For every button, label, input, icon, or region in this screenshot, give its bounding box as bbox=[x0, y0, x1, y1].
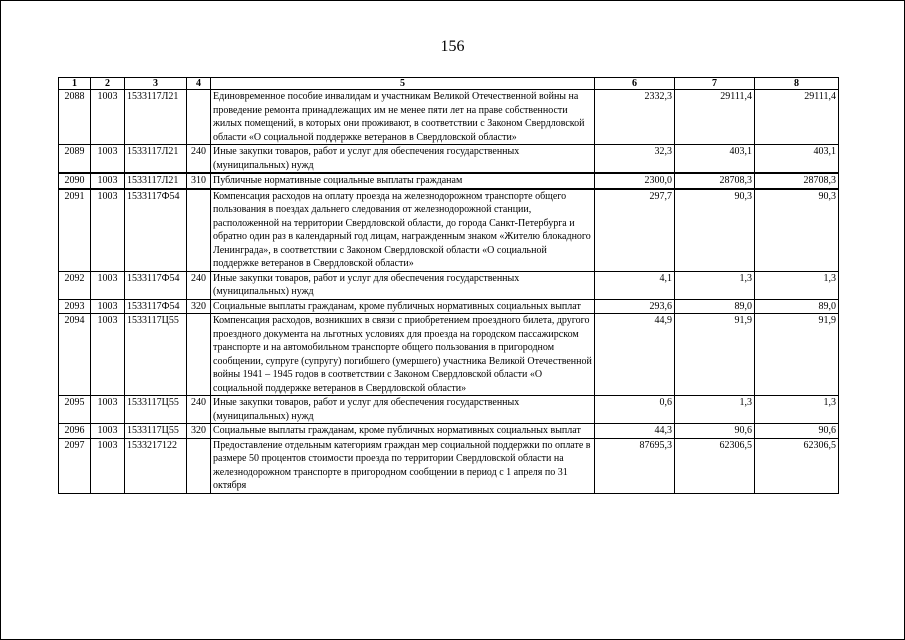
value-col-8: 403,1 bbox=[755, 145, 839, 174]
value-col-7: 90,3 bbox=[675, 189, 755, 272]
header-col-7: 7 bbox=[675, 78, 755, 90]
row-number: 2093 bbox=[59, 299, 91, 314]
value-col-8: 89,0 bbox=[755, 299, 839, 314]
header-col-4: 4 bbox=[187, 78, 211, 90]
table-row bbox=[59, 271, 839, 299]
item-name: Единовременное пособие инвалидам и участникам Великой Отечественной войны на проведение ремонта принадлежащих им не менее пяти лет на праве собственности жилых помещений, в которых они проживают, в соответствии с Законом Свердловской области «О социальной поддержке ветеранов в Свердловской области» bbox=[211, 90, 595, 145]
header-col-5: 5 bbox=[211, 78, 595, 90]
value-col-6: 293,6 bbox=[595, 299, 675, 314]
header-col-6: 6 bbox=[595, 78, 675, 90]
header-col-1: 1 bbox=[59, 78, 91, 90]
target-code: 1533117Л21 bbox=[125, 90, 187, 145]
header-row bbox=[59, 78, 839, 90]
value-col-7: 403,1 bbox=[675, 145, 755, 174]
table-row bbox=[59, 396, 839, 424]
value-col-8: 62306,5 bbox=[755, 438, 839, 493]
value-col-7: 90,6 bbox=[675, 424, 755, 439]
row-number: 2092 bbox=[59, 271, 91, 299]
value-col-6: 2332,3 bbox=[595, 90, 675, 145]
value-col-6: 297,7 bbox=[595, 189, 675, 272]
value-col-8: 1,3 bbox=[755, 396, 839, 424]
section-code: 1003 bbox=[91, 271, 125, 299]
expense-type: 320 bbox=[187, 424, 211, 439]
value-col-8: 28708,3 bbox=[755, 173, 839, 189]
table-row bbox=[59, 424, 839, 439]
expense-type bbox=[187, 314, 211, 396]
value-col-7: 1,3 bbox=[675, 396, 755, 424]
value-col-8: 90,6 bbox=[755, 424, 839, 439]
item-name: Компенсация расходов, возникших в связи с приобретением проездного билета, другого проездного документа на льготных условиях для проезда на городском пассажирском транспорте и на автомобильном транспорте общего пользования в пригородном сообщении, супруге (супругу) погибшего (умершего) участника Великой Отечественной войны 1941 – 1945 годов в соответствии с Законом Свердловской области «О социальной поддержке ветеранов в Свердловской области» bbox=[211, 314, 595, 396]
expense-type bbox=[187, 90, 211, 145]
target-code: 1533117Ц55 bbox=[125, 314, 187, 396]
table-row bbox=[59, 189, 839, 272]
value-col-8: 90,3 bbox=[755, 189, 839, 272]
row-number: 2095 bbox=[59, 396, 91, 424]
value-col-8: 1,3 bbox=[755, 271, 839, 299]
row-number: 2094 bbox=[59, 314, 91, 396]
header-col-8: 8 bbox=[755, 78, 839, 90]
header-col-3: 3 bbox=[125, 78, 187, 90]
row-number: 2088 bbox=[59, 90, 91, 145]
item-name: Иные закупки товаров, работ и услуг для обеспечения государственных (муниципальных) нужд bbox=[211, 271, 595, 299]
section-code: 1003 bbox=[91, 189, 125, 272]
table-row bbox=[59, 90, 839, 145]
value-col-6: 2300,0 bbox=[595, 173, 675, 189]
section-code: 1003 bbox=[91, 314, 125, 396]
target-code: 1533217122 bbox=[125, 438, 187, 493]
value-col-6: 4,1 bbox=[595, 271, 675, 299]
page-number: 156 bbox=[440, 38, 465, 55]
row-number: 2097 bbox=[59, 438, 91, 493]
section-code: 1003 bbox=[91, 90, 125, 145]
target-code: 1533117Ц55 bbox=[125, 424, 187, 439]
item-name: Публичные нормативные социальные выплаты гражданам bbox=[211, 173, 595, 189]
value-col-6: 87695,3 bbox=[595, 438, 675, 493]
value-col-7: 28708,3 bbox=[675, 173, 755, 189]
target-code: 1533117Л21 bbox=[125, 145, 187, 174]
section-code: 1003 bbox=[91, 424, 125, 439]
section-code: 1003 bbox=[91, 145, 125, 174]
expense-type: 240 bbox=[187, 271, 211, 299]
table-row bbox=[59, 299, 839, 314]
value-col-7: 62306,5 bbox=[675, 438, 755, 493]
expense-type bbox=[187, 438, 211, 493]
expense-type: 240 bbox=[187, 396, 211, 424]
section-code: 1003 bbox=[91, 396, 125, 424]
table-row bbox=[59, 145, 839, 174]
budget-table bbox=[58, 77, 839, 494]
item-name: Предоставление отдельным категориям граждан мер социальной поддержки по оплате в размере 50 процентов стоимости проезда по территории Свердловской области на железнодорожном транспорте в пригородном сообщении в период с 1 апреля по 31 октября bbox=[211, 438, 595, 493]
value-col-7: 29111,4 bbox=[675, 90, 755, 145]
target-code: 1533117Ф54 bbox=[125, 299, 187, 314]
value-col-7: 91,9 bbox=[675, 314, 755, 396]
value-col-8: 91,9 bbox=[755, 314, 839, 396]
expense-type: 310 bbox=[187, 173, 211, 189]
value-col-6: 44,9 bbox=[595, 314, 675, 396]
value-col-6: 0,6 bbox=[595, 396, 675, 424]
row-number: 2091 bbox=[59, 189, 91, 272]
item-name: Социальные выплаты гражданам, кроме публичных нормативных социальных выплат bbox=[211, 299, 595, 314]
item-name: Компенсация расходов на оплату проезда на железнодорожном транспорте общего пользования в поездах дальнего следования от железнодорожной станции, расположенной на территории Свердловской области, до города Санкт-Петербурга и обратно один раз в календарный год лицам, награжденным знаком «Жителю блокадного Ленинграда», в соответствии с Законом Свердловской области «О социальной поддержке ветеранов в Свердловской области» bbox=[211, 189, 595, 272]
value-col-7: 89,0 bbox=[675, 299, 755, 314]
value-col-6: 44,3 bbox=[595, 424, 675, 439]
item-name: Социальные выплаты гражданам, кроме публичных нормативных социальных выплат bbox=[211, 424, 595, 439]
expense-type: 320 bbox=[187, 299, 211, 314]
expense-type bbox=[187, 189, 211, 272]
value-col-7: 1,3 bbox=[675, 271, 755, 299]
target-code: 1533117Л21 bbox=[125, 173, 187, 189]
row-number: 2096 bbox=[59, 424, 91, 439]
table-row bbox=[59, 314, 839, 396]
row-number: 2090 bbox=[59, 173, 91, 189]
section-code: 1003 bbox=[91, 299, 125, 314]
item-name: Иные закупки товаров, работ и услуг для обеспечения государственных (муниципальных) нужд bbox=[211, 145, 595, 174]
header-col-2: 2 bbox=[91, 78, 125, 90]
value-col-8: 29111,4 bbox=[755, 90, 839, 145]
expense-type: 240 bbox=[187, 145, 211, 174]
table-row bbox=[59, 173, 839, 189]
value-col-6: 32,3 bbox=[595, 145, 675, 174]
section-code: 1003 bbox=[91, 173, 125, 189]
target-code: 1533117Ф54 bbox=[125, 189, 187, 272]
item-name: Иные закупки товаров, работ и услуг для обеспечения государственных (муниципальных) нужд bbox=[211, 396, 595, 424]
table-row bbox=[59, 438, 839, 493]
target-code: 1533117Ф54 bbox=[125, 271, 187, 299]
section-code: 1003 bbox=[91, 438, 125, 493]
target-code: 1533117Ц55 bbox=[125, 396, 187, 424]
row-number: 2089 bbox=[59, 145, 91, 174]
